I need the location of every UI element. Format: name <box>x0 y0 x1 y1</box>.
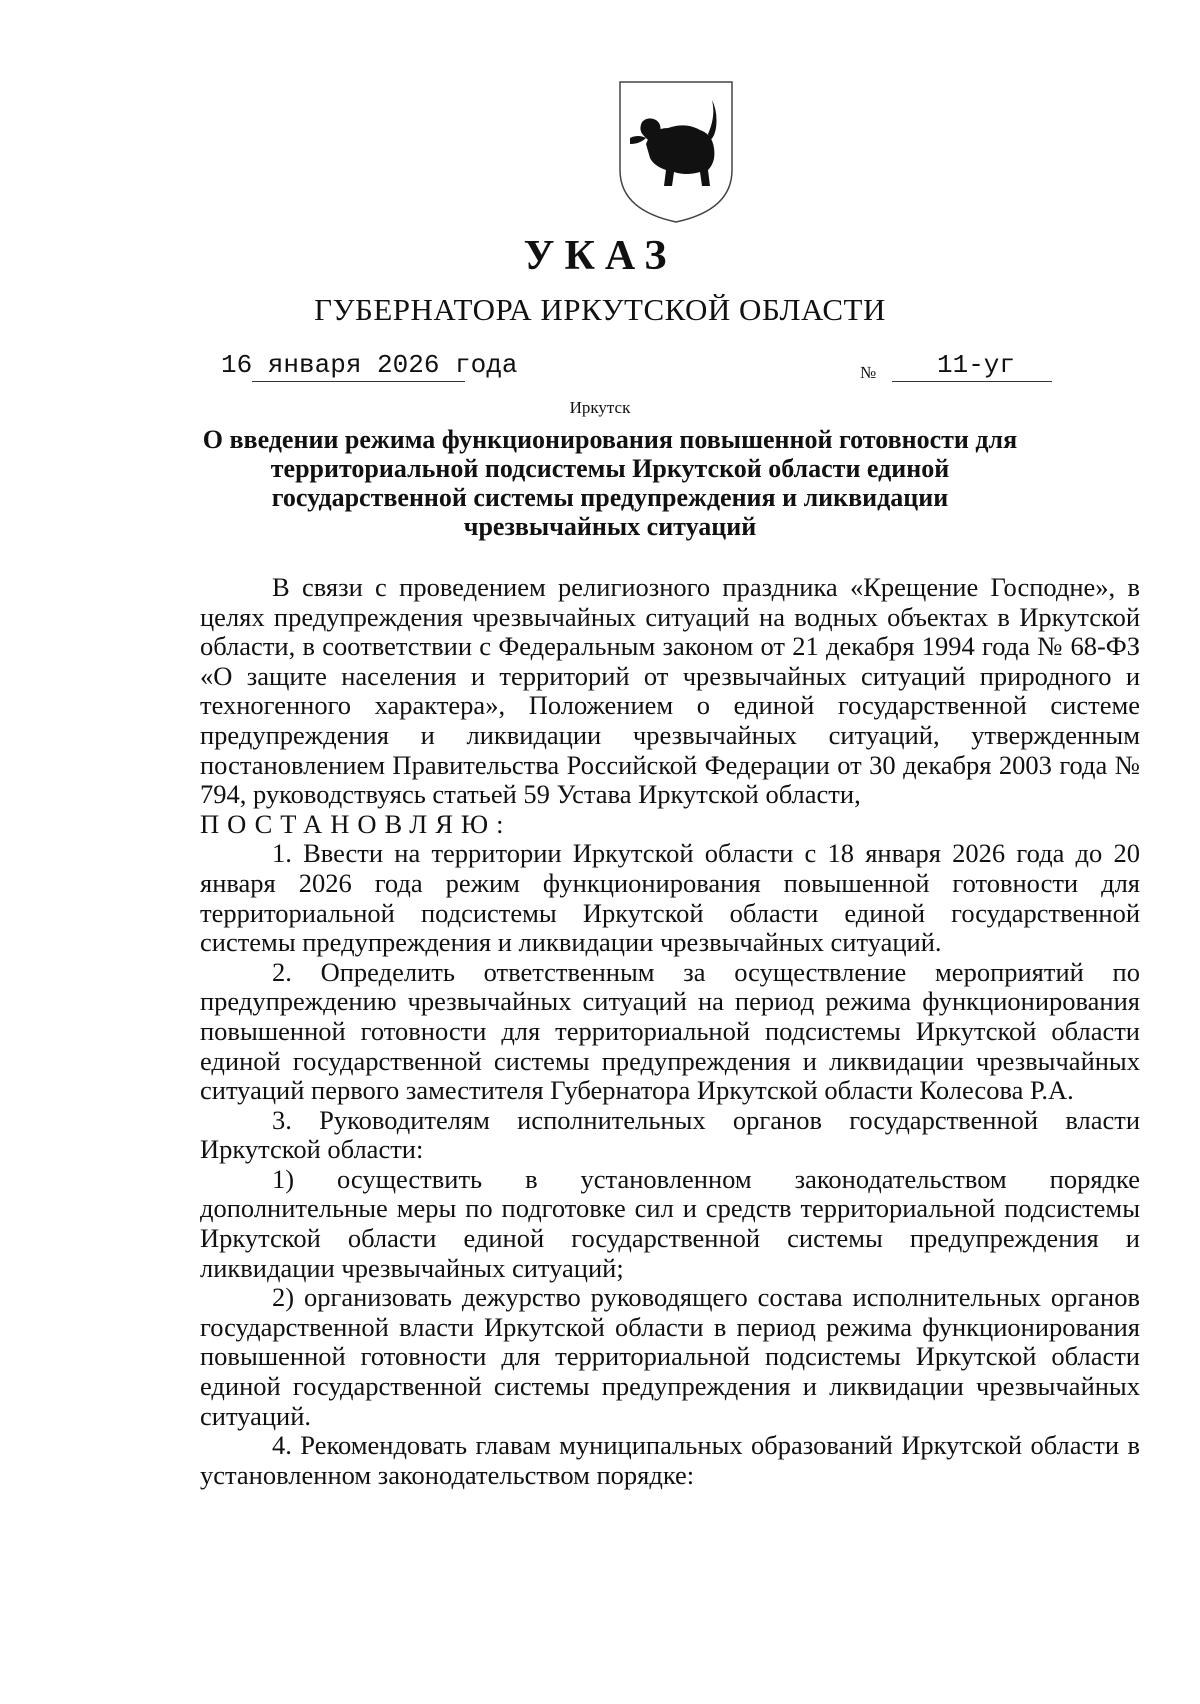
item-paragraph: 4. Рекомендовать главам муниципальных образований Иркутской области в установленном законодательством порядке: <box>200 1430 1140 1490</box>
preamble-paragraph: В связи с проведением религиозного праздника «Крещение Господне», в целях предупреждения чрезвычайных ситуаций на водных объектах в Иркутской области, в соответствии с Федеральным законом от 21 декабря 1994 года № 68-ФЗ «О защите населения и территорий от чрезвычайных ситуаций природного и техногенного характера», Положением о единой государственной системе предупреждения и ликвидации чрезвычайных ситуаций, утвержденным постановлением Правительства Российской Федерации от 30 декабря 2003 года № 794, руководствуясь статьей 59 Устава Иркутской области, <box>200 572 1140 810</box>
document-type: УКАЗ <box>523 233 677 279</box>
number-sign: № <box>860 363 877 382</box>
title-line: государственной системы предупреждения и ликвидации <box>271 483 949 512</box>
subitem-paragraph: 2) организовать дежурство руководящего состава исполнительных органов государственной власти Иркутской области в период режима функционирования повышенной готовности для территориальной подсистемы Иркутской области единой государственной системы предупреждения и ликвидации чрезвычайных ситуаций. <box>200 1282 1140 1431</box>
document-number: 11-уг <box>937 350 1016 380</box>
subitem-paragraph: 1) осуществить в установленном законодательством порядке дополнительные меры по подготовке сил и средств территориальной подсистемы Иркутской области единой государственной системы предупреждения и ликвидации чрезвычайных ситуаций; <box>200 1163 1140 1283</box>
date-underline <box>252 381 465 382</box>
item-paragraph: 2. Определить ответственным за осуществление мероприятий по предупреждению чрезвычайных ситуаций на период режима функционирования повышенной готовности для территориальной подсистемы Иркутской области единой государственной системы предупреждения и ликвидации чрезвычайных ситуаций первого заместителя Губернатора Иркутской области Колесова Р.А. <box>200 956 1140 1106</box>
document-date: 16 января 2026 года <box>221 350 518 380</box>
title-line: территориальной подсистемы Иркутской области единой <box>270 454 950 483</box>
document-body <box>200 573 1140 1490</box>
number-underline <box>892 381 1052 382</box>
title-line: чрезвычайных ситуаций <box>463 512 757 541</box>
document-issuer: ГУБЕРНАТОРА ИРКУТСКОЙ ОБЛАСТИ <box>314 292 886 327</box>
coat-of-arms-icon <box>616 78 736 225</box>
item-paragraph: 3. Руководителям исполнительных органов государственной власти Иркутской области: <box>200 1104 1140 1165</box>
document-city: Иркутск <box>569 398 631 417</box>
document-title <box>180 425 1040 541</box>
item-paragraph: 1. Ввести на территории Иркутской области с 18 января 2026 года до 20 января 2026 года режим функционирования повышенной готовности для территориальной подсистемы Иркутской области единой государственной системы предупреждения и ликвидации чрезвычайных ситуаций. <box>200 838 1140 958</box>
title-line: О введении режима функционирования повышенной готовности для <box>202 425 1018 454</box>
decree-word: ПОСТАНОВЛЯЮ: <box>200 808 512 839</box>
